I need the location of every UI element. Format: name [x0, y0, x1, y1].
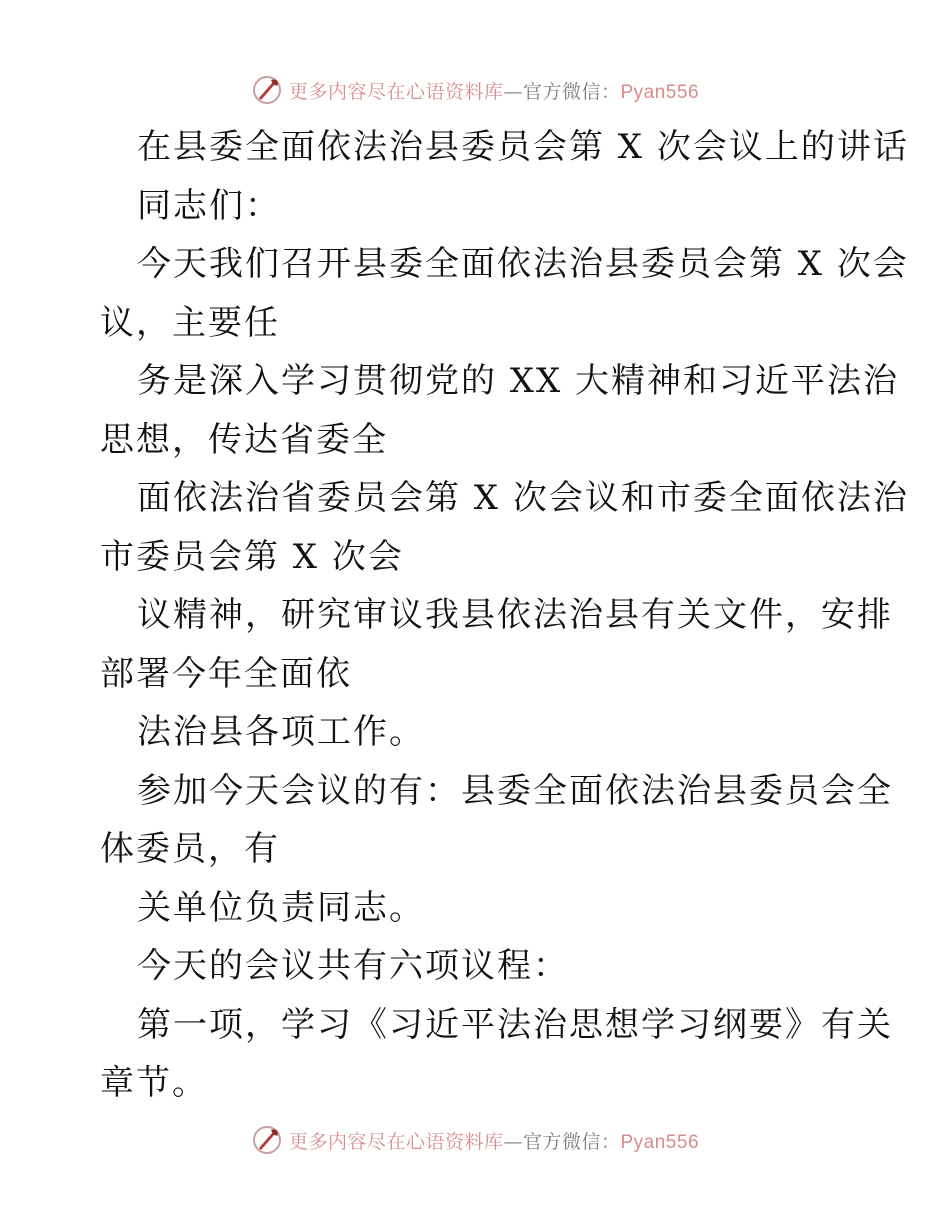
- document-title: 在县委全面依法治县委员会第 X 次会议上的讲话: [137, 127, 909, 167]
- paragraph-line: 部署今年全面依: [100, 653, 352, 694]
- quill-logo-icon: [251, 74, 283, 106]
- paragraph-line: 面依法治省委员会第 X 次会议和市委全面依法治: [137, 478, 909, 518]
- watermark-separator: —: [503, 80, 523, 103]
- paragraph-line: 参加今天会议的有：县委全面依法治县委员会全: [137, 770, 893, 811]
- paragraph-line: 市委员会第 X 次会: [100, 536, 404, 577]
- watermark-wechat-label: 官方微信：: [522, 80, 621, 103]
- paragraph-line: 体委员，有: [100, 829, 280, 869]
- watermark-brand: 更多内容尽在心语资料库: [288, 80, 504, 103]
- paragraph-line: 今天我们召开县委全面依法治县委员会第 X 次会: [137, 244, 909, 284]
- watermark-text: [289, 77, 699, 104]
- watermark-header: [0, 70, 950, 110]
- paragraph-line: 议，主要任: [100, 302, 280, 343]
- watermark-wechat-label: 官方微信：: [522, 1130, 621, 1153]
- paragraph-line: 关单位负责同志。: [137, 887, 425, 928]
- quill-logo-icon: [251, 1124, 283, 1156]
- watermark-footer: [0, 1120, 950, 1160]
- paragraph-line: 章节。: [100, 1063, 208, 1103]
- watermark-separator: —: [503, 1130, 523, 1153]
- paragraph-line: 务是深入学习贯彻党的 XX 大精神和习近平法治: [137, 361, 900, 401]
- paragraph-line: 思想，传达省委全: [100, 419, 388, 460]
- watermark-wechat-id: Pyan556: [620, 1131, 700, 1153]
- paragraph-line: 议精神，研究审议我县依法治县有关文件，安排: [137, 595, 893, 635]
- watermark-brand: 更多内容尽在心语资料库: [288, 1130, 504, 1153]
- paragraph-line: 今天的会议共有六项议程：: [137, 946, 569, 986]
- watermark-wechat-id: Pyan556: [620, 81, 700, 103]
- watermark-text: [289, 1127, 699, 1154]
- paragraph-line: 法治县各项工作。: [137, 712, 425, 752]
- paragraph-line: 第一项，学习《习近平法治思想学习纲要》有关: [137, 1004, 893, 1045]
- document-body: [100, 118, 909, 1113]
- salutation: 同志们：: [137, 185, 281, 226]
